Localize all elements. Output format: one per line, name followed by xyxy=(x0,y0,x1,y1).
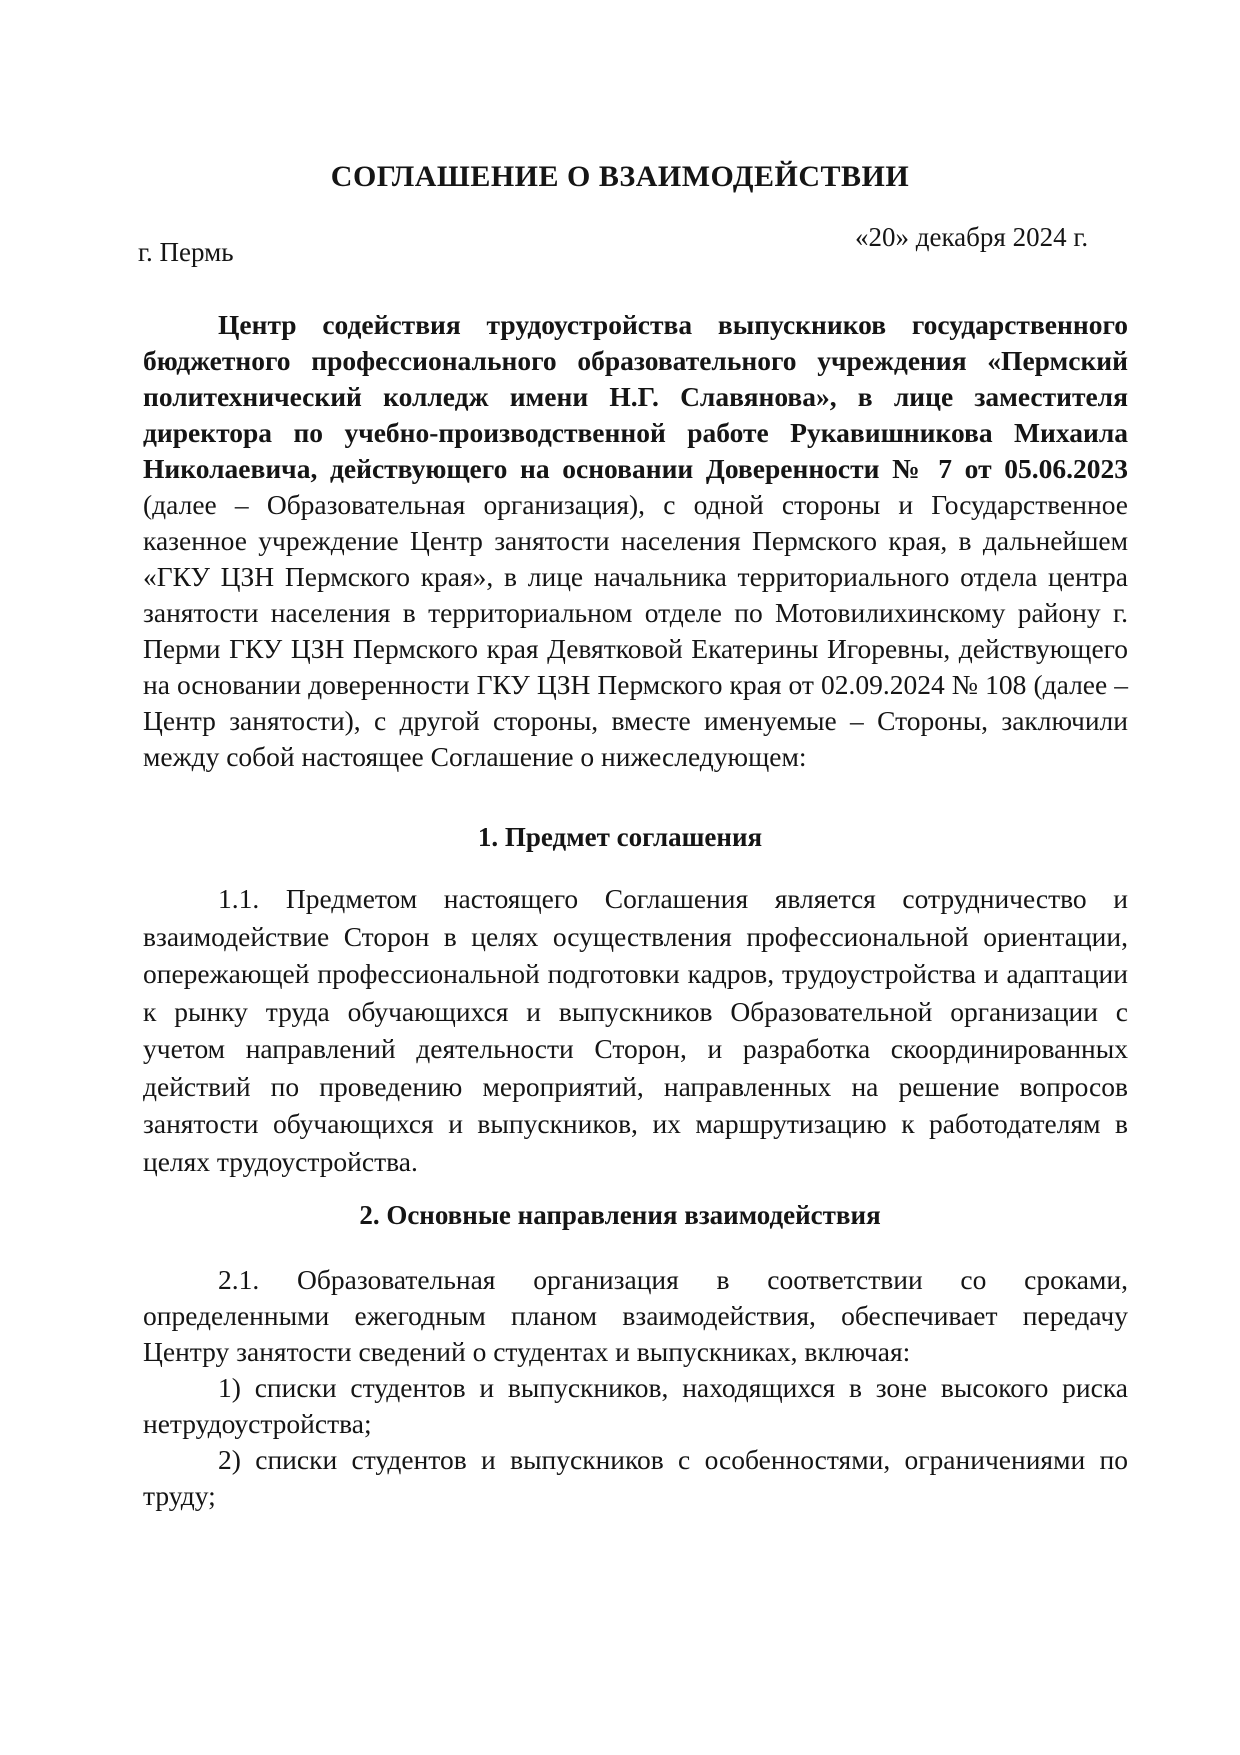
section-2-heading: 2. Основные направления взаимодействия xyxy=(359,1200,881,1230)
preamble-rest: (далее – Образовательная организация), с одной стороны и Государственное казенное учреждение Центр занятости населения Пермского края, в дальнейшем «ГКУ ЦЗН Пермского края», в лице начальника территориального отдела центра занятости населения в территориальном отделе по Мотовилихинскому району г. Перми ГКУ ЦЗН Пермского края Девятковой Екатерины Игоревны, действующего на основании доверенности ГКУ ЦЗН Пермского края от 02.09.2024 № 108 (далее – Центр занятости), с другой стороны, вместе именуемые – Стороны, заключили между собой настоящее Соглашение о нижеследующем: xyxy=(143,489,1128,772)
list-item-2: 2) списки студентов и выпускников с особенностями, ограничениями по труду; xyxy=(143,1444,1128,1511)
section-1-heading: 1. Предмет соглашения xyxy=(477,822,763,852)
preamble-paragraph xyxy=(143,307,1128,775)
preamble-parties-bold: Центр содействия трудоустройства выпускников государственного бюджетного профессионального образовательного учреждения «Пермский политехнический колледж имени Н.Г. Славянова», в лице заместителя директора по учебно-производственной работе Рукавишникова Михаила Николаевича, действующего на основании Доверенности № 7 от 05.06.2023 xyxy=(143,309,1128,484)
section-2-content xyxy=(143,1262,1128,1514)
document-date: «20» декабря 2024 г. xyxy=(855,222,1089,252)
clause-2-1: 2.1. Образовательная организация в соответствии со сроками, определенными ежегодным планом взаимодействия, обеспечивает передачу Центру занятости сведений о студентах и выпускниках, включая: xyxy=(143,1264,1128,1367)
document-title: СОГЛАШЕНИЕ О ВЗАИМОДЕЙСТВИИ xyxy=(330,160,910,193)
clause-1-1: 1.1. Предметом настоящего Соглашения является сотрудничество и взаимодействие Сторон в целях осуществления профессиональной ориентации, опережающей профессиональной подготовки кадров, трудоустройства и адаптации к рынку труда обучающихся и выпускников Образовательной организации с учетом направлений деятельности Сторон, и разработка скоординированных действий по проведению мероприятий, направленных на решение вопросов занятости обучающихся и выпускников, их маршрутизацию к работодателям в целях трудоустройства. xyxy=(143,883,1128,1177)
list-item-1: 1) списки студентов и выпускников, находящихся в зоне высокого риска нетрудоустройства; xyxy=(143,1372,1128,1439)
document-city: г. Пермь xyxy=(138,237,234,267)
